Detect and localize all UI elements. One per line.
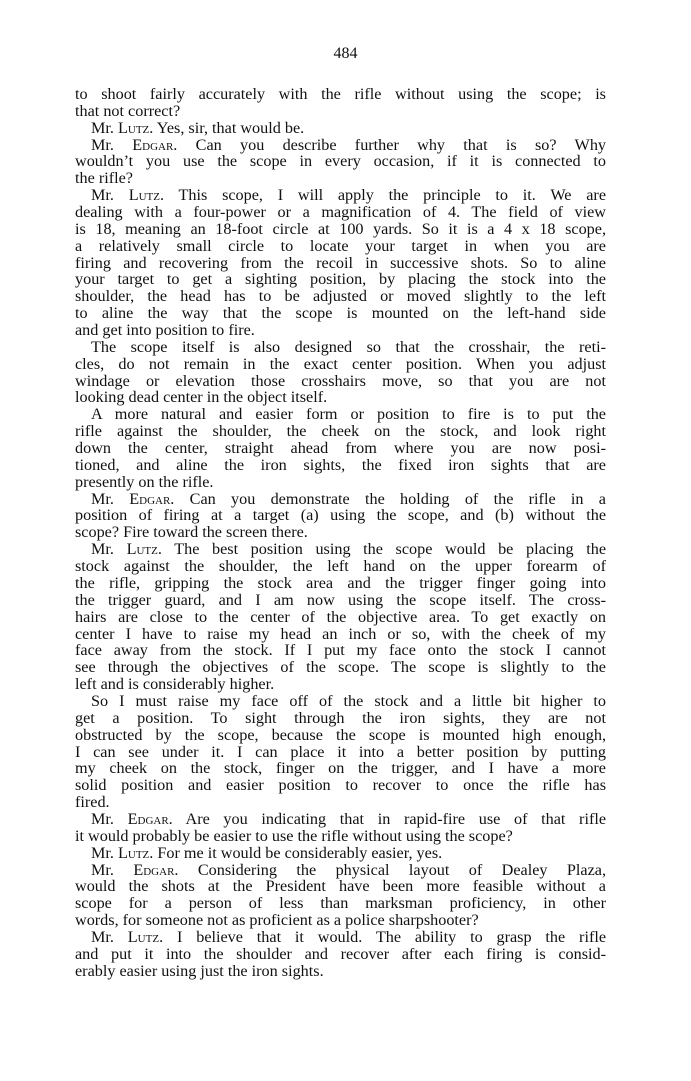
speaker-title: Mr.: [91, 540, 127, 559]
speaker-name: Lutz: [127, 927, 160, 946]
text-line: [75, 963, 606, 980]
paragraph: [75, 86, 606, 120]
text-line: [75, 558, 606, 575]
speaker-name: Lutz: [128, 186, 160, 205]
line-text: wouldn’t you use the scope in every occasion, if it is connected to: [75, 152, 606, 171]
speaker-title: Mr.: [91, 186, 129, 205]
line-text: The best position using the scope would be placing the: [174, 540, 607, 559]
text-line: [75, 592, 606, 609]
paragraph: [75, 693, 606, 811]
line-text: to shoot fairly accurately with the rifle without using the scope; is: [75, 85, 606, 103]
speaker-punct: .: [168, 809, 186, 828]
text-line: [75, 440, 606, 457]
text-line: [75, 423, 606, 440]
speaker-title: Mr.: [91, 927, 128, 946]
speaker-punct: .: [173, 135, 196, 154]
text-line: [75, 305, 606, 322]
line-text: scope for a person of less than marksman proficiency, in other: [75, 894, 606, 913]
body-text: [75, 86, 606, 980]
line-text: rifle against the shoulder, the cheek on the stock, and look right: [75, 422, 606, 441]
text-line: [75, 204, 606, 221]
line-text: a relatively small circle to locate your target in when you are: [75, 236, 606, 255]
text-line: [75, 642, 606, 659]
text-line: [75, 103, 606, 120]
speaker-punct: .: [157, 540, 175, 559]
text-line: [75, 609, 606, 626]
speaker-title: Mr.: [91, 843, 118, 862]
text-line: [75, 406, 606, 423]
text-line: [75, 541, 606, 558]
text-line: [75, 389, 606, 406]
paragraph: [75, 339, 606, 406]
speaker-punct: .: [170, 489, 190, 508]
line-text: Are you indicating that in rapid-fire use of that rifle: [185, 809, 607, 828]
text-line: [75, 777, 606, 794]
text-line: [75, 373, 606, 390]
text-line: [75, 929, 606, 946]
text-line: [75, 153, 606, 170]
text-line: [75, 878, 606, 895]
line-text: For me it would be considerably easier, yes.: [157, 843, 443, 862]
speaker-title: Mr.: [91, 135, 133, 154]
line-text: down the center, straight ahead from where you are now posi-: [75, 439, 606, 458]
line-text: Yes, sir, that would be.: [156, 118, 305, 137]
line-text: windage or elevation those crosshairs move, so that you are not: [75, 371, 606, 390]
speaker-name: Edgar: [132, 135, 174, 154]
testimony-paragraph: [75, 845, 606, 862]
text-line: [75, 895, 606, 912]
text-line: [75, 862, 606, 879]
line-text: Can you describe further why that is so? Why: [195, 135, 607, 154]
text-line: [75, 946, 606, 963]
speaker-punct: .: [149, 843, 158, 862]
line-text: is 18, meaning an 18-foot circle at 100 yards. So it is a 4 x 18 scope,: [75, 219, 606, 238]
line-text: looking dead center in the object itself.: [75, 388, 328, 407]
text-line: [75, 710, 606, 727]
line-text: face away from the stock. If I put my face onto the stock I cannot: [75, 641, 606, 660]
speaker-name: Lutz: [126, 540, 158, 559]
testimony-paragraph: [75, 811, 606, 845]
testimony-paragraph: [75, 929, 606, 980]
text-line: [75, 271, 606, 288]
line-text: left and is considerably higher.: [75, 675, 275, 694]
text-line: [75, 339, 606, 356]
line-text: tioned, and aline the iron sights, the fixed iron sights that are: [75, 455, 606, 474]
testimony-paragraph: [75, 120, 606, 137]
line-text: fired.: [75, 793, 110, 812]
line-text: shoulder, the head has to be adjusted or moved slightly to the left: [75, 287, 606, 306]
text-line: [75, 727, 606, 744]
text-line: [75, 120, 606, 137]
line-text: erably easier using just the iron sights.: [75, 961, 324, 980]
speaker-title: Mr.: [91, 489, 130, 508]
text-line: [75, 457, 606, 474]
speaker-punct: .: [174, 860, 198, 879]
text-line: [75, 575, 606, 592]
testimony-paragraph: [75, 137, 606, 188]
line-text: scope? Fire toward the screen there.: [75, 523, 308, 542]
line-text: and put it into the shoulder and recover after each firing is consid-: [75, 944, 606, 963]
line-text: presently on the rifle.: [75, 472, 214, 491]
line-text: see through the objectives of the scope. The scope is slightly to the: [75, 658, 606, 677]
speaker-name: Edgar: [133, 860, 175, 879]
testimony-paragraph: [75, 862, 606, 929]
speaker-name: Edgar: [129, 489, 171, 508]
line-text: This scope, I will apply the principle to it. We are: [178, 186, 607, 205]
line-text: it would probably be easier to use the rifle without using the scope?: [75, 826, 513, 845]
speaker-punct: .: [159, 927, 177, 946]
line-text: the rifle?: [75, 169, 133, 188]
line-text: I believe that it would. The ability to grasp the rifle: [176, 927, 607, 946]
line-text: Considering the physical layout of Dealey Plaza,: [197, 860, 607, 879]
page-number: 484: [333, 45, 358, 62]
text-line: [75, 912, 606, 929]
text-line: [75, 238, 606, 255]
text-line: [75, 659, 606, 676]
text-line: [75, 170, 606, 187]
line-text: Can you demonstrate the holding of the rifle in a: [189, 489, 606, 508]
text-line: [75, 676, 606, 693]
text-line: [75, 221, 606, 238]
text-line: [75, 744, 606, 761]
text-line: [75, 474, 606, 491]
line-text: stock against the shoulder, the left hand on the upper forearm of: [75, 557, 606, 576]
line-text: that not correct?: [75, 101, 181, 120]
text-line: [75, 524, 606, 541]
speaker-name: Edgar: [127, 809, 169, 828]
line-text: your target to get a sighting position, by placing the stock into the: [75, 270, 606, 289]
text-line: [75, 760, 606, 777]
text-line: [75, 288, 606, 305]
line-text: obstructed by the scope, because the scope is mounted high enough,: [75, 725, 606, 744]
text-line: [75, 491, 606, 508]
line-text: The scope itself is also designed so that the crosshair, the reti-: [91, 337, 606, 356]
line-text: A more natural and easier form or position to fire is to put the: [91, 405, 606, 424]
line-text: center I have to raise my head an inch or so, with the cheek of my: [75, 624, 606, 643]
line-text: hairs are close to the center of the objective area. To get exactly on: [75, 607, 606, 626]
speaker-name: Lutz: [117, 118, 150, 137]
testimony-paragraph: [75, 541, 606, 693]
line-text: dealing with a four-power or a magnification of 4. The field of view: [75, 203, 606, 222]
line-text: and get into position to fire.: [75, 321, 255, 340]
text-line: [75, 356, 606, 373]
testimony-paragraph: [75, 491, 606, 542]
text-line: [75, 693, 606, 710]
line-text: the rifle, gripping the stock area and the trigger finger going into: [75, 573, 606, 592]
text-line: [75, 811, 606, 828]
text-line: [75, 137, 606, 154]
speaker-punct: .: [160, 186, 179, 205]
line-text: to aline the way that the scope is mounted on the left-hand side: [75, 304, 606, 323]
line-text: words, for someone not as proficient as a police sharpshooter?: [75, 911, 479, 930]
text-line: [75, 86, 606, 103]
text-line: [75, 828, 606, 845]
text-line: [75, 187, 606, 204]
speaker-title: Mr.: [91, 118, 118, 137]
text-line: [75, 794, 606, 811]
line-text: my cheek on the stock, finger on the trigger, and I have a more: [75, 759, 606, 778]
speaker-title: Mr.: [91, 809, 128, 828]
text-line: [75, 507, 606, 524]
text-line: [75, 322, 606, 339]
text-line: [75, 255, 606, 272]
paragraph: [75, 406, 606, 490]
text-line: [75, 626, 606, 643]
line-text: So I must raise my face off of the stock and a little bit higher to: [91, 691, 606, 710]
line-text: solid position and easier position to recover to once the rifle has: [75, 776, 606, 795]
line-text: I can see under it. I can place it into a better position by putting: [75, 742, 606, 761]
speaker-punct: .: [149, 118, 157, 137]
line-text: the trigger guard, and I am now using the scope itself. The cross-: [75, 590, 606, 609]
line-text: would the shots at the President have been more feasible without a: [75, 877, 606, 896]
line-text: cles, do not remain in the exact center position. When you adjust: [75, 354, 606, 373]
testimony-paragraph: [75, 187, 606, 339]
speaker-title: Mr.: [91, 860, 134, 879]
line-text: firing and recovering from the recoil in successive shots. So to aline: [75, 253, 606, 272]
line-text: position of firing at a target (a) using the scope, and (b) without the: [75, 506, 606, 525]
speaker-name: Lutz: [117, 843, 150, 862]
line-text: get a position. To sight through the iron sights, they are not: [75, 708, 606, 727]
text-line: [75, 845, 606, 862]
